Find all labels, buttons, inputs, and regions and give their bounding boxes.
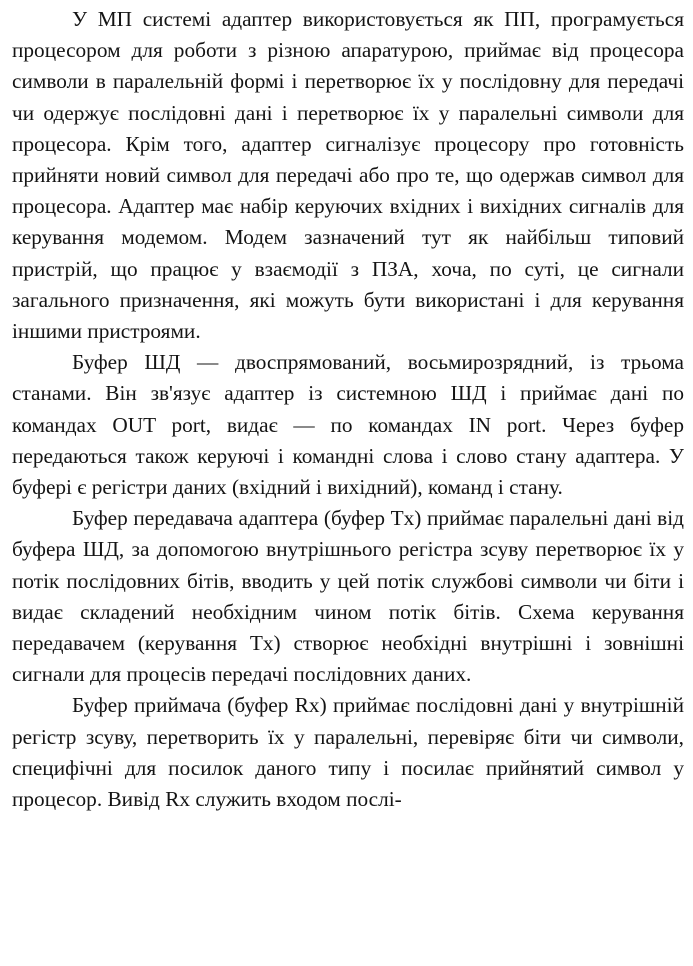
paragraph-adapter-role: У МП системі адаптер використовується як ПП, програмується процесором для роботи з різною апаратурою, приймає від процесора символи в паралельній формі і перетворює їх у послідовну для передачі чи одержує послідовні дані і перетворює їх у паралельні символи для процесора. Крім того, адаптер сигналізує процесору про готовність прийняти новий символ для передачі або про те, що одержав символ для процесора. Адаптер має набір керуючих вхідних і вихідних сигналів для керування модемом. Модем зазначений тут як найбільш типовий пристрій, що працює у взаємодії з ПЗА, хоча, по суті, це сигнали загального призначення, які можуть бути використані і для керування іншими пристроями. [12,7,684,344]
paragraph-transmitter-buffer: Буфер передавача адаптера (буфер Tx) приймає паралельні дані від буфера ШД, за допомогою внутрішнього регістра зсуву перетворює їх у потік послідовних бітів, вводить у цей потік службові символи чи біти і видає складений необхідним чином потік бітів. Схема керування передавачем (керування Tx) створює необхідні внутрішні і зовнішні сигнали для процесів передачі послідовних даних. [12,506,684,687]
paragraph-data-bus-buffer: Буфер ШД — двоспрямований, восьмирозрядний, із трьома станами. Він зв'язує адаптер із системною ШД і приймає дані по командах OUT port, видає — по командах IN port. Через буфер передаються також керуючі і командні слова і слово стану адаптера. У буфері є регістри даних (вхідний і вихідний), команд і стану. [12,350,684,500]
document-page [12,4,684,815]
paragraph-receiver-buffer: Буфер приймача (буфер Rx) приймає послідовні дані у внутрішній регістр зсуву, перетворить їх у паралельні, перевіряє біти чи символи, специфічні для посилок даного типу і посилає прийнятий символ у процесор. Вивід Rx служить входом послі- [12,693,684,812]
